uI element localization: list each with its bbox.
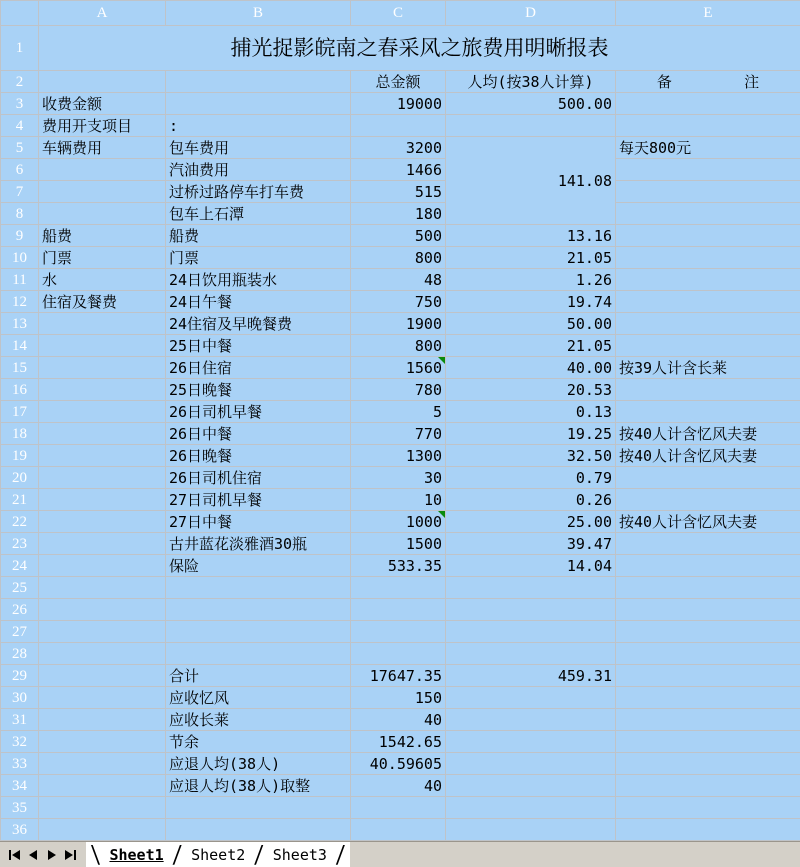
cell-D25[interactable] — [446, 577, 616, 599]
cell-C17[interactable]: 5 — [351, 401, 446, 423]
cell-E2[interactable]: 备 注 — [616, 71, 800, 93]
cell-D20[interactable]: 0.79 — [446, 467, 616, 489]
cell-B25[interactable] — [166, 577, 351, 599]
row-header-30[interactable]: 30 — [1, 687, 39, 709]
cell-C9[interactable]: 500 — [351, 225, 446, 247]
cell-A31[interactable] — [39, 709, 166, 731]
cell-A24[interactable] — [39, 555, 166, 577]
cell-D11[interactable]: 1.26 — [446, 269, 616, 291]
row-header-33[interactable]: 33 — [1, 753, 39, 775]
cell-B31[interactable]: 应收长莱 — [166, 709, 351, 731]
row-header-18[interactable]: 18 — [1, 423, 39, 445]
col-header-A[interactable]: A — [39, 1, 166, 26]
cell-E18[interactable]: 按40人计含忆风夫妻 — [616, 423, 800, 445]
cell-C25[interactable] — [351, 577, 446, 599]
comment-indicator-icon — [438, 357, 445, 364]
cell-B14[interactable]: 25日中餐 — [166, 335, 351, 357]
cell-E10[interactable] — [616, 247, 800, 269]
row-header-6[interactable]: 6 — [1, 159, 39, 181]
cell-C35[interactable] — [351, 797, 446, 819]
tab-scroll-first-button[interactable] — [4, 845, 23, 865]
cell-A19[interactable] — [39, 445, 166, 467]
row-header-19[interactable]: 19 — [1, 445, 39, 467]
cell-B6[interactable]: 汽油费用 — [166, 159, 351, 181]
cell-D3[interactable]: 500.00 — [446, 93, 616, 115]
cell-A14[interactable] — [39, 335, 166, 357]
cell-D16[interactable]: 20.53 — [446, 379, 616, 401]
cell-C2[interactable]: 总金额 — [351, 71, 446, 93]
cell-A3[interactable]: 收费金额 — [39, 93, 166, 115]
cell-A4[interactable]: 费用开支项目 — [39, 115, 166, 137]
cell-B9[interactable]: 船费 — [166, 225, 351, 247]
cell-C30[interactable]: 150 — [351, 687, 446, 709]
cell-D19[interactable]: 32.50 — [446, 445, 616, 467]
row-header-9[interactable]: 9 — [1, 225, 39, 247]
row-header-3[interactable]: 3 — [1, 93, 39, 115]
cell-D32[interactable] — [446, 731, 616, 753]
cell-B12[interactable]: 24日午餐 — [166, 291, 351, 313]
sheet-tab-bar — [0, 841, 800, 867]
row-header-36[interactable]: 36 — [1, 819, 39, 841]
row-header-26[interactable]: 26 — [1, 599, 39, 621]
cell-E4[interactable] — [616, 115, 800, 137]
row-header-10[interactable]: 10 — [1, 247, 39, 269]
cell-E23[interactable] — [616, 533, 800, 555]
cell-B26[interactable] — [166, 599, 351, 621]
cell-C15[interactable]: 1560 — [351, 357, 446, 379]
cell-E16[interactable] — [616, 379, 800, 401]
cell-A15[interactable] — [39, 357, 166, 379]
cell-B22[interactable]: 27日中餐 — [166, 511, 351, 533]
cell-A5[interactable]: 车辆费用 — [39, 137, 166, 159]
tab-sheet2[interactable]: Sheet2 — [191, 846, 246, 864]
cell-C26[interactable] — [351, 599, 446, 621]
row-header-23[interactable]: 23 — [1, 533, 39, 555]
cell-D35[interactable] — [446, 797, 616, 819]
row-header-1[interactable]: 1 — [1, 26, 39, 71]
cell-D36[interactable] — [446, 819, 616, 841]
sheet-tabs — [86, 842, 350, 867]
cell-A36[interactable] — [39, 819, 166, 841]
cell-D31[interactable] — [446, 709, 616, 731]
row-header-22[interactable]: 22 — [1, 511, 39, 533]
cell-B5[interactable]: 包车费用 — [166, 137, 351, 159]
cell-E26[interactable] — [616, 599, 800, 621]
cell-E30[interactable] — [616, 687, 800, 709]
cell-C28[interactable] — [351, 643, 446, 665]
row-header-11[interactable]: 11 — [1, 269, 39, 291]
row-header-16[interactable]: 16 — [1, 379, 39, 401]
tab-scroll-last-button[interactable] — [61, 845, 80, 865]
cell-D22[interactable]: 25.00 — [446, 511, 616, 533]
cell-D23[interactable]: 39.47 — [446, 533, 616, 555]
cell-C4[interactable] — [351, 115, 446, 137]
cell-A29[interactable] — [39, 665, 166, 687]
cell-B23[interactable]: 古井蓝花淡雅酒30瓶 — [166, 533, 351, 555]
col-header-D[interactable]: D — [446, 1, 616, 26]
cell-D17[interactable]: 0.13 — [446, 401, 616, 423]
cell-A2[interactable] — [39, 71, 166, 93]
cell-E11[interactable] — [616, 269, 800, 291]
cell-C34[interactable]: 40 — [351, 775, 446, 797]
cell-B36[interactable] — [166, 819, 351, 841]
cell-C13[interactable]: 1900 — [351, 313, 446, 335]
row-header-31[interactable]: 31 — [1, 709, 39, 731]
cell-E3[interactable] — [616, 93, 800, 115]
cell-E33[interactable] — [616, 753, 800, 775]
cell-D24[interactable]: 14.04 — [446, 555, 616, 577]
cell-C10[interactable]: 800 — [351, 247, 446, 269]
cell-A7[interactable] — [39, 181, 166, 203]
cell-B18[interactable]: 26日中餐 — [166, 423, 351, 445]
cell-C21[interactable]: 10 — [351, 489, 446, 511]
cell-C6[interactable]: 1466 — [351, 159, 446, 181]
cell-B13[interactable]: 24住宿及早晚餐费 — [166, 313, 351, 335]
cell-C7[interactable]: 515 — [351, 181, 446, 203]
cell-B32[interactable]: 节余 — [166, 731, 351, 753]
tab-scroll-last-icon — [65, 850, 73, 860]
cell-D28[interactable] — [446, 643, 616, 665]
cell-A27[interactable] — [39, 621, 166, 643]
cell-B8[interactable]: 包车上石潭 — [166, 203, 351, 225]
cell-A35[interactable] — [39, 797, 166, 819]
cell-A28[interactable] — [39, 643, 166, 665]
cell-A26[interactable] — [39, 599, 166, 621]
cell-E24[interactable] — [616, 555, 800, 577]
cell-A1-title[interactable]: 捕光捉影皖南之春采风之旅费用明晰报表 — [39, 26, 800, 71]
cell-B15[interactable]: 26日住宿 — [166, 357, 351, 379]
cell-E9[interactable] — [616, 225, 800, 247]
cell-D4[interactable] — [446, 115, 616, 137]
cell-E21[interactable] — [616, 489, 800, 511]
cell-B34[interactable]: 应退人均(38人)取整 — [166, 775, 351, 797]
tab-scroll-next-icon — [48, 850, 56, 860]
cell-D13[interactable]: 50.00 — [446, 313, 616, 335]
cell-D21[interactable]: 0.26 — [446, 489, 616, 511]
cell-D26[interactable] — [446, 599, 616, 621]
cell-D15[interactable]: 40.00 — [446, 357, 616, 379]
col-header-E[interactable]: E — [616, 1, 800, 26]
cell-E19[interactable]: 按40人计含忆风夫妻 — [616, 445, 800, 467]
cell-E29[interactable] — [616, 665, 800, 687]
cell-A34[interactable] — [39, 775, 166, 797]
cell-B33[interactable]: 应退人均(38人) — [166, 753, 351, 775]
cell-B20[interactable]: 26日司机住宿 — [166, 467, 351, 489]
cell-B3[interactable] — [166, 93, 351, 115]
cell-A32[interactable] — [39, 731, 166, 753]
cell-C12[interactable]: 750 — [351, 291, 446, 313]
row-header-17[interactable]: 17 — [1, 401, 39, 423]
cell-C18[interactable]: 770 — [351, 423, 446, 445]
cell-E27[interactable] — [616, 621, 800, 643]
cell-D9[interactable]: 13.16 — [446, 225, 616, 247]
cell-B16[interactable]: 25日晚餐 — [166, 379, 351, 401]
cell-E22[interactable]: 按40人计含忆风夫妻 — [616, 511, 800, 533]
cell-E15[interactable]: 按39人计含长莱 — [616, 357, 800, 379]
row-header-24[interactable]: 24 — [1, 555, 39, 577]
row-header-12[interactable]: 12 — [1, 291, 39, 313]
select-all-corner[interactable] — [1, 1, 39, 26]
cell-D18[interactable]: 19.25 — [446, 423, 616, 445]
tab-edge-slash: \ — [90, 841, 102, 867]
tab-separator: / — [253, 841, 265, 867]
cell-D29[interactable]: 459.31 — [446, 665, 616, 687]
cell-A9[interactable]: 船费 — [39, 225, 166, 247]
row-header-15[interactable]: 15 — [1, 357, 39, 379]
cell-A20[interactable] — [39, 467, 166, 489]
cell-E17[interactable] — [616, 401, 800, 423]
comment-indicator-icon — [438, 511, 445, 518]
col-header-C[interactable]: C — [351, 1, 446, 26]
cell-C24[interactable]: 533.35 — [351, 555, 446, 577]
cell-A33[interactable] — [39, 753, 166, 775]
row-header-21[interactable]: 21 — [1, 489, 39, 511]
cell-D10[interactable]: 21.05 — [446, 247, 616, 269]
tab-scroll-prev-icon — [29, 850, 37, 860]
cell-C20[interactable]: 30 — [351, 467, 446, 489]
cell-B4[interactable]: : — [166, 115, 351, 137]
row-header-4[interactable]: 4 — [1, 115, 39, 137]
cell-E36[interactable] — [616, 819, 800, 841]
cell-B2[interactable] — [166, 71, 351, 93]
cell-C14[interactable]: 800 — [351, 335, 446, 357]
cell-D2[interactable]: 人均(按38人计算) — [446, 71, 616, 93]
cell-C19[interactable]: 1300 — [351, 445, 446, 467]
cell-A22[interactable] — [39, 511, 166, 533]
cell-E32[interactable] — [616, 731, 800, 753]
row-header-25[interactable]: 25 — [1, 577, 39, 599]
cell-D33[interactable] — [446, 753, 616, 775]
tab-scroll-buttons — [0, 842, 86, 867]
cell-C27[interactable] — [351, 621, 446, 643]
cell-E7[interactable] — [616, 181, 800, 203]
tab-sheet1[interactable]: Sheet1 — [103, 846, 169, 864]
cell-E28[interactable] — [616, 643, 800, 665]
row-header-27[interactable]: 27 — [1, 621, 39, 643]
cell-A18[interactable] — [39, 423, 166, 445]
cell-A6[interactable] — [39, 159, 166, 181]
row-header-35[interactable]: 35 — [1, 797, 39, 819]
cell-A23[interactable] — [39, 533, 166, 555]
cell-E35[interactable] — [616, 797, 800, 819]
cell-C16[interactable]: 780 — [351, 379, 446, 401]
row-header-20[interactable]: 20 — [1, 467, 39, 489]
row-header-13[interactable]: 13 — [1, 313, 39, 335]
tab-bar-empty-area — [350, 842, 800, 867]
cell-A21[interactable] — [39, 489, 166, 511]
cell-B11[interactable]: 24日饮用瓶装水 — [166, 269, 351, 291]
cell-E12[interactable] — [616, 291, 800, 313]
cell-D5-merged[interactable]: 141.08 — [446, 137, 616, 225]
cell-C36[interactable] — [351, 819, 446, 841]
cell-B30[interactable]: 应收忆风 — [166, 687, 351, 709]
row-header-29[interactable]: 29 — [1, 665, 39, 687]
row-header-8[interactable]: 8 — [1, 203, 39, 225]
cell-B19[interactable]: 26日晚餐 — [166, 445, 351, 467]
cell-A30[interactable] — [39, 687, 166, 709]
cell-E13[interactable] — [616, 313, 800, 335]
cell-E8[interactable] — [616, 203, 800, 225]
cell-C29[interactable]: 17647.35 — [351, 665, 446, 687]
cell-A8[interactable] — [39, 203, 166, 225]
tab-scroll-prev-button[interactable] — [23, 845, 42, 865]
cell-A16[interactable] — [39, 379, 166, 401]
cell-B28[interactable] — [166, 643, 351, 665]
tab-separator: / — [171, 841, 184, 867]
cell-C32[interactable]: 1542.65 — [351, 731, 446, 753]
cell-C5[interactable]: 3200 — [351, 137, 446, 159]
row-header-14[interactable]: 14 — [1, 335, 39, 357]
cell-A11[interactable]: 水 — [39, 269, 166, 291]
cell-B24[interactable]: 保险 — [166, 555, 351, 577]
cell-D14[interactable]: 21.05 — [446, 335, 616, 357]
row-header-2[interactable]: 2 — [1, 71, 39, 93]
cell-E34[interactable] — [616, 775, 800, 797]
cell-A12[interactable]: 住宿及餐费 — [39, 291, 166, 313]
cell-C33[interactable]: 40.59605 — [351, 753, 446, 775]
cell-E14[interactable] — [616, 335, 800, 357]
row-header-28[interactable]: 28 — [1, 643, 39, 665]
cell-A13[interactable] — [39, 313, 166, 335]
cell-E20[interactable] — [616, 467, 800, 489]
cell-B35[interactable] — [166, 797, 351, 819]
cell-C22[interactable]: 1000 — [351, 511, 446, 533]
cell-C3[interactable]: 19000 — [351, 93, 446, 115]
cell-D27[interactable] — [446, 621, 616, 643]
cell-C23[interactable]: 1500 — [351, 533, 446, 555]
cell-C11[interactable]: 48 — [351, 269, 446, 291]
row-header-7[interactable]: 7 — [1, 181, 39, 203]
cell-E5[interactable]: 每天800元 — [616, 137, 800, 159]
cell-C31[interactable]: 40 — [351, 709, 446, 731]
cell-D34[interactable] — [446, 775, 616, 797]
tab-sheet3[interactable]: Sheet3 — [272, 846, 327, 864]
cell-A25[interactable] — [39, 577, 166, 599]
cell-A10[interactable]: 门票 — [39, 247, 166, 269]
cell-E6[interactable] — [616, 159, 800, 181]
cell-B27[interactable] — [166, 621, 351, 643]
cell-D12[interactable]: 19.74 — [446, 291, 616, 313]
cell-E31[interactable] — [616, 709, 800, 731]
cell-B10[interactable]: 门票 — [166, 247, 351, 269]
cell-B21[interactable]: 27日司机早餐 — [166, 489, 351, 511]
tab-scroll-next-button[interactable] — [42, 845, 61, 865]
row-header-32[interactable]: 32 — [1, 731, 39, 753]
cell-B29[interactable]: 合计 — [166, 665, 351, 687]
cell-B7[interactable]: 过桥过路停车打车费 — [166, 181, 351, 203]
tab-separator: / — [334, 841, 347, 867]
cell-B17[interactable]: 26日司机早餐 — [166, 401, 351, 423]
tab-scroll-first-icon — [9, 850, 11, 860]
col-header-B[interactable]: B — [166, 1, 351, 26]
cell-A17[interactable] — [39, 401, 166, 423]
row-header-5[interactable]: 5 — [1, 137, 39, 159]
cell-C8[interactable]: 180 — [351, 203, 446, 225]
cell-D30[interactable] — [446, 687, 616, 709]
row-header-34[interactable]: 34 — [1, 775, 39, 797]
cell-E25[interactable] — [616, 577, 800, 599]
